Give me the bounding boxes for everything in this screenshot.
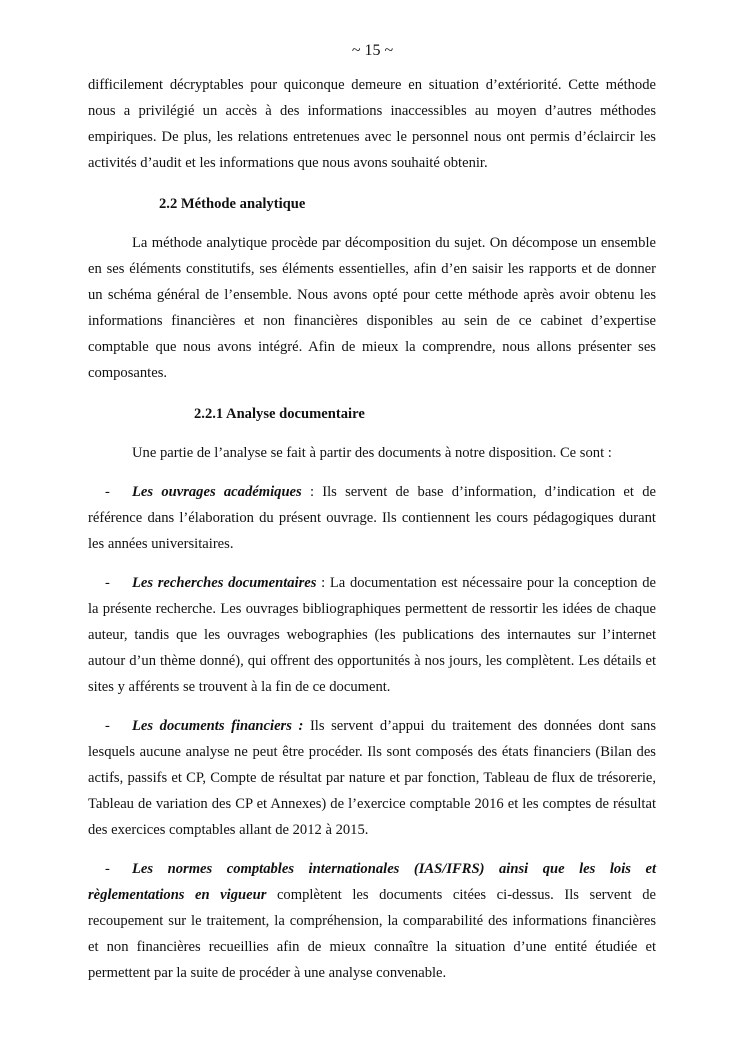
bullet-text: : La documentation est nécessaire pour la conception de la présente recherche. Les ouvrages bibliographiques permettent de ressortir les idées de chaque auteur, tandis que les ouvrages webographies (les publications des internautes sur l’internet autour d’un thème donné), qui offrent des opportunités à nos jours, les complètent. Les détails et sites y afférents se trouvent à la fin de ce document. bbox=[88, 575, 656, 695]
bullet-dash: - bbox=[105, 718, 110, 734]
list-item bbox=[88, 856, 656, 986]
bullet-text: Ils servent d’appui du traitement des données dont sans lesquels aucune analyse ne peut être procéder. Ils sont composés des états financiers (Bilan des actifs, passifs et CP, Compte de résultat par nature et par fonction, Tableau de flux de trésorerie, Tableau de variation des CP et Annexes) de l’exercice comptable 2016 et les comptes de résultat des exercices comptables allant de 2012 à 2015. bbox=[88, 718, 656, 838]
page-body bbox=[88, 72, 656, 999]
list-item bbox=[88, 713, 656, 843]
bullet-dash: - bbox=[105, 575, 110, 591]
bullet-term: Les ouvrages académiques bbox=[132, 484, 302, 500]
bullet-text: : Ils servent de base d’information, d’indication et de référence dans l’élaboration du présent ouvrage. Ils contiennent les cours pédagogiques durant les années universitaires. bbox=[88, 484, 656, 552]
subsection-heading-2-2-1: 2.2.1 Analyse documentaire bbox=[194, 406, 365, 422]
bullet-dash: - bbox=[105, 861, 110, 877]
page-number: ~ 15 ~ bbox=[351, 42, 394, 59]
bullet-text: complètent les documents citées ci-dessus. Ils servent de recoupement sur le traitement, la compréhension, la comparabilité des informations financières et non financières recueillies afin de mieux connaître la situation d’une entité étudiée et permettent par la suite de procéder à une analyse convenable. bbox=[88, 887, 656, 981]
documents-intro-paragraph: Une partie de l’analyse se fait à partir des documents à notre disposition. Ce sont : bbox=[132, 445, 612, 461]
bullet-term: Les recherches documentaires bbox=[132, 575, 317, 591]
list-item bbox=[88, 479, 656, 557]
bullet-dash: - bbox=[105, 484, 110, 500]
list-item bbox=[88, 570, 656, 700]
section-heading-2-2: 2.2 Méthode analytique bbox=[159, 196, 306, 212]
bullet-term: Les documents financiers : bbox=[132, 718, 304, 734]
method-paragraph: La méthode analytique procède par décomposition du sujet. On décompose un ensemble en ses éléments constitutifs, ses éléments essentielles, afin d’en saisir les rapports et de donner un schéma général de l’ensemble. Nous avons opté pour cette méthode après avoir obtenu les informations financières et non financières disponibles au sein de ce cabinet d’expertise comptable que nous avons intégré. Afin de mieux la comprendre, nous allons présenter ses composantes. bbox=[88, 235, 656, 381]
intro-paragraph: difficilement décryptables pour quiconque demeure en situation d’extériorité. Cette méthode nous a privilégié un accès à des informations inaccessibles au moyen d’autres méthodes empiriques. De plus, les relations entretenues avec le personnel nous ont permis d’éclaircir les activités d’audit et les informations que nous avons souhaité obtenir. bbox=[88, 77, 656, 171]
bullet-term: Les normes comptables internationales (IAS/IFRS) ainsi que les lois et règlementations en vigueur bbox=[88, 861, 656, 903]
